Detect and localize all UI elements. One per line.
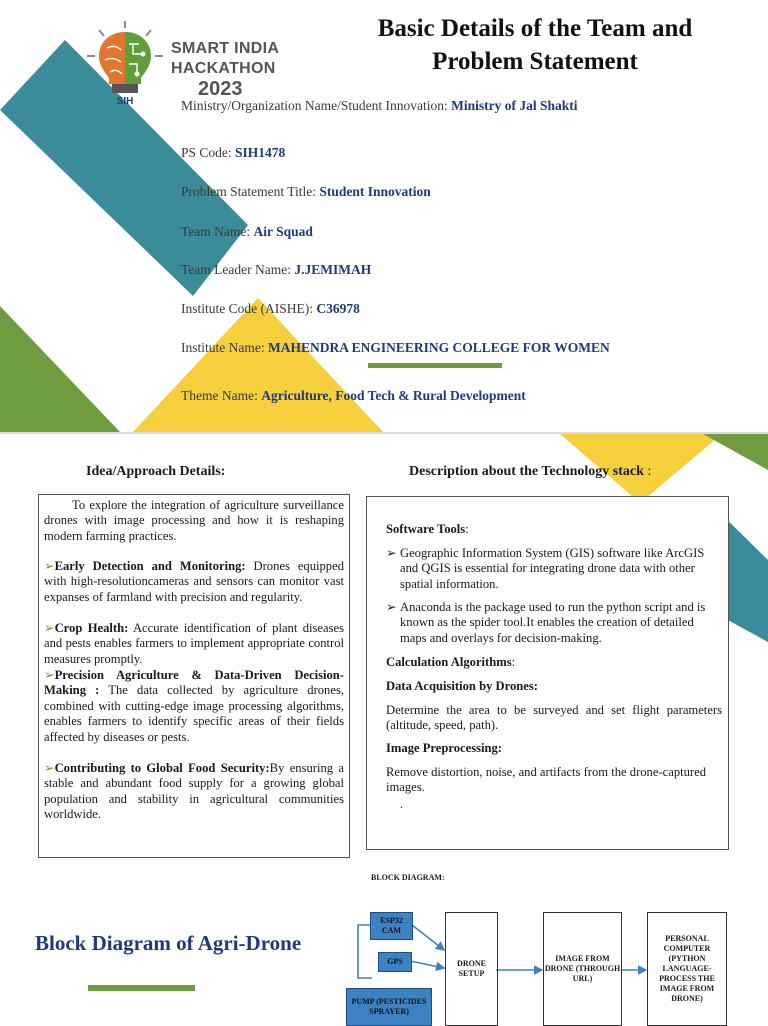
trailing-dot: . (400, 797, 404, 811)
field-label: Institute Code (AISHE): (181, 301, 317, 316)
block-gps: GPS (378, 952, 412, 972)
field-value: Air Squad (253, 224, 313, 239)
point-text: Drones equipped with high-resolutioncameras and sensors can monitor vast expanses of farmland with precision and regularity. (44, 559, 344, 604)
block-drone-setup: DRONE SETUP (445, 912, 498, 1026)
point-title: Contributing to Global Food Security: (54, 761, 270, 775)
tech-heading-text: Description about the Technology stack (409, 464, 644, 479)
bullet-text: Geographic Information System (GIS) software like ArcGIS and QGIS is essential for integrating drone data with other spatial information. (400, 546, 705, 591)
field-value: SIH1478 (235, 145, 286, 160)
acq-text: Determine the area to be surveyed and set flight parameters (altitude, speed, path). (386, 703, 722, 733)
logo-text-year: 2023 (198, 78, 243, 100)
arrow-bullet-icon: ➢ (44, 761, 55, 775)
block-diagram-caption: BLOCK DIAGRAM: (371, 873, 445, 882)
arrow-bullet-icon: ➢ (44, 621, 55, 635)
idea-heading: Idea/Approach Details: (86, 464, 226, 479)
block-pump: PUMP (PESTICIDES SPRAYER) (346, 988, 432, 1026)
preprocess-text: Remove distortion, noise, and artifacts from the drone-captured images. (386, 765, 706, 795)
title-line2: Problem Statement (432, 48, 638, 75)
software-tools-colon: : (465, 522, 469, 536)
title-line1: Basic Details of the Team and (377, 15, 693, 42)
field-label: Theme Name: (181, 388, 262, 403)
logo-text-line1: SMART INDIA (171, 40, 280, 57)
point-text: By ensuring a stable and abundant food supply for a growing global population and stability in agricultural communities worldwide. (44, 761, 344, 822)
arrow-bullet-icon: ➢ (44, 559, 55, 573)
idea-intro: To explore the integration of agriculture surveillance drones with image processing and how it is reshaping modern farming practices. (44, 498, 344, 543)
calc-colon: : (511, 655, 516, 669)
arrow-bullet-icon: ➢ (386, 546, 397, 560)
block-personal-computer: PERSONAL COMPUTER (PYTHON LANGUAGE- PROCESS THE IMAGE FROM DRONE) (647, 912, 727, 1026)
field-value: C36978 (316, 301, 360, 316)
field-label: Problem Statement Title: (181, 184, 320, 199)
field-label: Ministry/Organization Name/Student Innovation: (181, 98, 452, 113)
block-esp32-cam: ESP32 CAM (370, 912, 413, 940)
acq-heading: Data Acquisition by Drones: (386, 679, 538, 693)
point-title: Early Detection and Monitoring: (54, 559, 246, 573)
calc-title: Calculation Algorithms (386, 655, 512, 669)
logo-text-line2: HACKATHON (171, 60, 276, 77)
field-label: Team Leader Name: (181, 262, 295, 277)
bullet-text: Anaconda is the package used to run the python script and is known as the spider tool.It enables the creation of detailed maps and overlays for decision-making. (400, 600, 706, 645)
field-value: MAHENDRA ENGINEERING COLLEGE FOR WOMEN (267, 340, 610, 355)
field-value: Student Innovation (319, 184, 431, 199)
field-label: PS Code: (181, 145, 236, 160)
field-value: J.JEMIMAH (294, 262, 372, 277)
arrow-bullet-icon: ➢ (386, 600, 397, 614)
tech-heading-suffix: : (643, 464, 652, 479)
field-label: Institute Name: (181, 340, 268, 355)
block-diagram-heading: Block Diagram of Agri-Drone (35, 931, 302, 955)
point-title: Precision Agriculture & Data-Driven Decision-Making : (44, 668, 344, 698)
point-text: Accurate identification of plant diseases and pests enables farmers to implement appropriate control measures promptly. (44, 621, 345, 666)
field-label: Team Name: (181, 224, 254, 239)
point-title: Crop Health: (54, 621, 129, 635)
svg-text:SIH: SIH (116, 96, 134, 107)
point-text: The data collected by agriculture drones, combined with cutting-edge image processing algorithms, enables farmers to identify specific areas of their fields affected by diseases or pests. (44, 683, 344, 744)
field-value: Agriculture, Food Tech & Rural Development (261, 388, 526, 403)
block-image-from-drone: IMAGE FROM DRONE (THROUGH URL) (543, 912, 622, 1026)
preprocess-heading: Image Preprocessing: (386, 741, 503, 755)
arrow-bullet-icon: ➢ (44, 668, 55, 682)
field-value: Ministry of Jal Shakti (451, 98, 578, 113)
software-tools-title: Software Tools (386, 522, 466, 536)
